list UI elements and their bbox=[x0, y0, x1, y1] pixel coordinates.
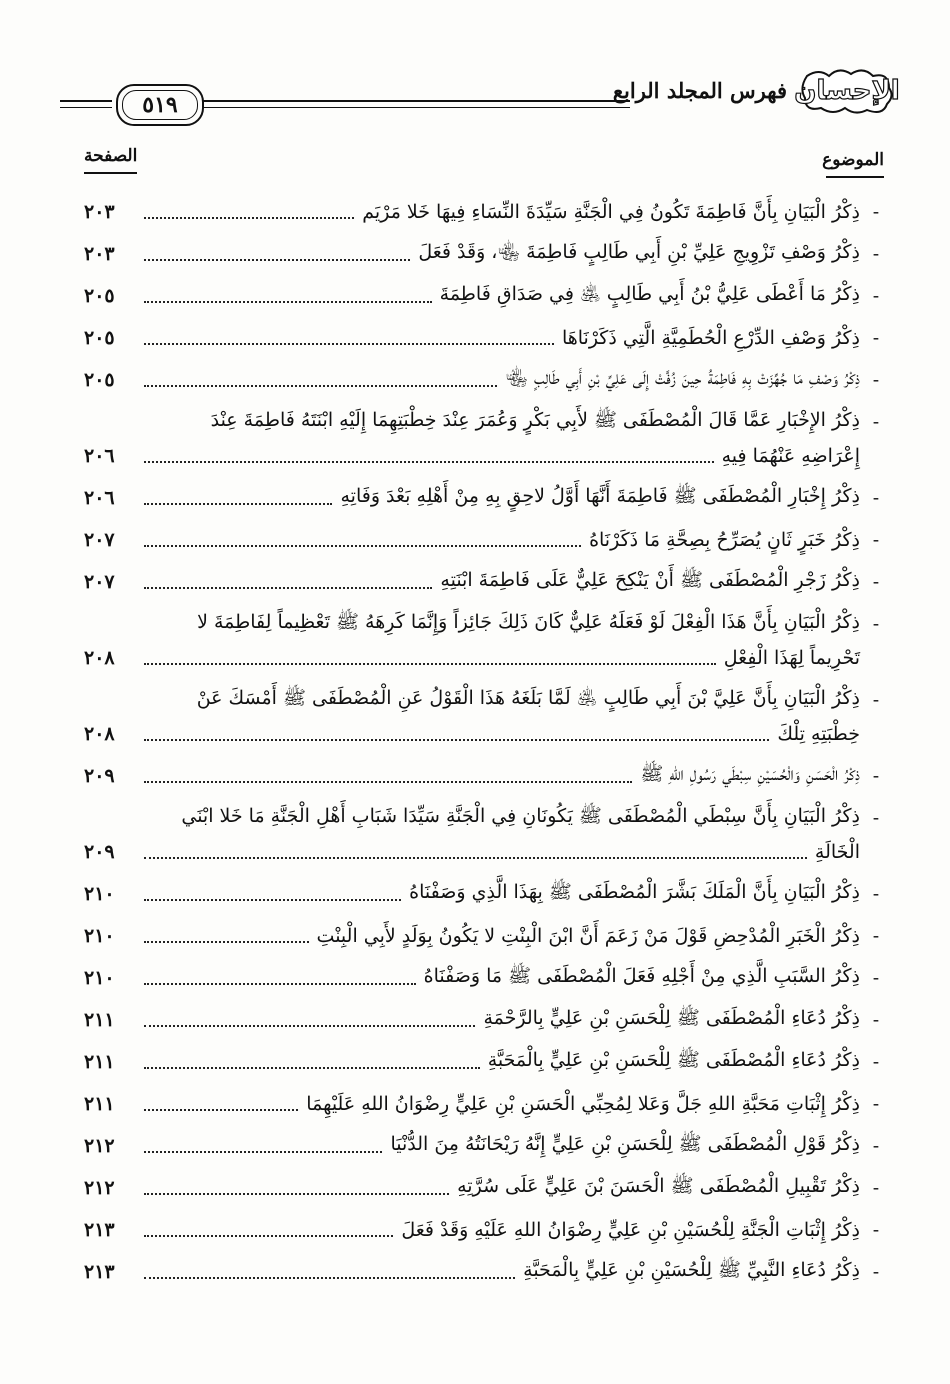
index-entry bbox=[84, 321, 884, 355]
index-entry bbox=[84, 279, 884, 313]
entry-dash: - bbox=[872, 571, 880, 593]
entry-dash: - bbox=[872, 201, 880, 223]
series-name: الإحسان bbox=[794, 76, 900, 106]
index-entry bbox=[84, 1255, 884, 1289]
entry-title: ذِكْرُ الْحَسَنِ وَالْحُسَيْنِ سِبْطَي رَسُولِ اللهِ ﷺ bbox=[640, 763, 860, 785]
dot-leader bbox=[144, 503, 332, 505]
entry-title: ذِكْرُ قَوْلِ الْمُصْطَفَى ﷺ لِلْحَسَنِ بْنِ عَلِيٍّ إِنَّهُ رَيْحَانَتُهُ مِنَ الدُّنْيَا bbox=[390, 1133, 860, 1155]
entry-line bbox=[84, 1129, 884, 1163]
entry-title: ذِكْرُ خَبَرٍ ثَانٍ يُصَرِّحُ بِصِحَّةِ مَا ذَكَرْنَاهُ bbox=[589, 529, 860, 551]
entry-dash: - bbox=[872, 369, 880, 391]
entry-line bbox=[84, 523, 884, 557]
entry-line bbox=[84, 835, 884, 869]
entry-page-number: ٢٠٦ bbox=[84, 445, 115, 467]
entry-line bbox=[84, 919, 884, 953]
entry-dash: - bbox=[872, 1261, 880, 1283]
index-entry bbox=[84, 683, 884, 751]
index-entry bbox=[84, 565, 884, 599]
entry-title: ذِكْرُ الْبَيَانِ بِأَنَّ سِبْطَي الْمُصْطَفَى ﷺ يَكُونَانِ فِي الْجَنَّةِ سَيِّدَا شَبَابِ أَهْلِ الْجَنَّةِ مَا خَلا ابْنَي bbox=[181, 805, 860, 827]
entry-page-number: ٢٠٣ bbox=[84, 201, 115, 223]
entry-dash: - bbox=[872, 807, 880, 829]
dot-leader bbox=[144, 663, 716, 665]
entry-page-number: ٢٠٥ bbox=[84, 285, 115, 307]
page-number: ٥١٩ bbox=[142, 92, 178, 118]
index-entry bbox=[84, 481, 884, 515]
entry-line bbox=[84, 759, 884, 793]
entry-dash: - bbox=[872, 487, 880, 509]
dot-leader bbox=[144, 857, 807, 859]
entry-page-number: ٢٠٧ bbox=[84, 529, 115, 551]
entry-page-number: ٢٠٧ bbox=[84, 571, 115, 593]
entry-dash: - bbox=[872, 529, 880, 551]
entry-dash: - bbox=[872, 243, 880, 265]
entry-line bbox=[84, 877, 884, 911]
index-entry bbox=[84, 1129, 884, 1163]
entry-page-number: ٢١٠ bbox=[84, 967, 115, 989]
index-entry bbox=[84, 607, 884, 675]
index-entry bbox=[84, 919, 884, 953]
index-entry bbox=[84, 801, 884, 869]
series-badge bbox=[794, 66, 900, 116]
entry-dash: - bbox=[872, 1135, 880, 1157]
entry-dash: - bbox=[872, 689, 880, 711]
index-entry bbox=[84, 1171, 884, 1205]
column-header-topic: الموضوع bbox=[826, 150, 884, 178]
entry-line bbox=[84, 321, 884, 355]
dot-leader bbox=[144, 899, 401, 901]
entry-dash: - bbox=[872, 967, 880, 989]
index-entry bbox=[84, 1045, 884, 1079]
index-entry bbox=[84, 237, 884, 271]
index-entry bbox=[84, 405, 884, 473]
dot-leader bbox=[144, 739, 769, 741]
entry-line bbox=[84, 961, 884, 995]
entry-page-number: ٢٠٩ bbox=[84, 765, 115, 787]
dot-leader bbox=[144, 259, 410, 261]
dot-leader bbox=[144, 1109, 298, 1111]
entry-page-number: ٢١٢ bbox=[84, 1177, 115, 1199]
entry-line bbox=[84, 607, 884, 641]
index-entry bbox=[84, 523, 884, 557]
entry-line bbox=[84, 439, 884, 473]
entry-line bbox=[84, 1003, 884, 1037]
index-entry bbox=[84, 1003, 884, 1037]
entry-page-number: ٢١٣ bbox=[84, 1261, 115, 1283]
index-entry bbox=[84, 961, 884, 995]
volume-title: فهرس المجلد الرابع bbox=[612, 78, 787, 103]
entry-line bbox=[84, 565, 884, 599]
dot-leader bbox=[144, 1193, 449, 1195]
dot-leader bbox=[144, 983, 416, 985]
entry-line bbox=[84, 363, 884, 397]
entry-title: ذِكْرُ الإِخْبَارِ عَمَّا قَالَ الْمُصْطَفَى ﷺ لأَبِي بَكْرٍ وَعُمَرَ عِنْدَ خِطْبَتِهِمَا إِلَيْهِ ابْنَتَهُ فَاطِمَةَ عِنْدَ bbox=[210, 409, 860, 431]
entry-dash: - bbox=[872, 1219, 880, 1241]
entry-line bbox=[84, 683, 884, 717]
index-entry bbox=[84, 1087, 884, 1121]
entry-title: الْخَالَةِ bbox=[814, 841, 860, 863]
entry-dash: - bbox=[872, 1093, 880, 1115]
entry-title: تَحْرِيماً لِهَذَا الْفِعْلِ bbox=[723, 647, 860, 669]
entry-line bbox=[84, 717, 884, 751]
entry-dash: - bbox=[872, 327, 880, 349]
index-entry bbox=[84, 1213, 884, 1247]
entry-title: ذِكْرُ وَصْفِ الدِّرْعِ الْحُطَمِيَّةِ الَّتِي ذَكَرْنَاهَا bbox=[561, 327, 860, 349]
dot-leader bbox=[144, 343, 554, 345]
index-list bbox=[84, 195, 884, 1297]
entry-page-number: ٢١١ bbox=[84, 1093, 115, 1115]
entry-title: ذِكْرُ الْبَيَانِ بِأَنَّ فَاطِمَةَ تَكُونُ فِي الْجَنَّةِ سَيِّدَةَ النِّسَاءِ فِيهَا خَلا مَرْيَم bbox=[362, 201, 860, 223]
entry-page-number: ٢١٣ bbox=[84, 1219, 115, 1241]
entry-title: إِعْرَاضِهِ عَنْهُمَا فِيهِ bbox=[721, 445, 860, 467]
entry-line bbox=[84, 237, 884, 271]
dot-leader bbox=[144, 545, 581, 547]
entry-page-number: ٢١١ bbox=[84, 1009, 115, 1031]
entry-title: ذِكْرُ وَصْفِ تَزْوِيجِ عَلِيِّ بْنِ أَبِي طَالِبٍ فَاطِمَةَ ﵄، وَقَدْ فَعَلَ bbox=[418, 241, 860, 263]
entry-page-number: ٢١٠ bbox=[84, 883, 115, 905]
entry-dash: - bbox=[872, 411, 880, 433]
dot-leader bbox=[144, 1277, 515, 1279]
header-rule bbox=[202, 100, 630, 108]
entry-title: ذِكْرُ إِثْبَاتِ الْجَنَّةِ لِلْحُسَيْنِ بْنِ عَلِيٍّ رِضْوَانُ اللهِ عَلَيْهِ وَقَدْ فَعَلَ bbox=[401, 1219, 860, 1241]
entry-page-number: ٢٠٦ bbox=[84, 487, 115, 509]
entry-line bbox=[84, 641, 884, 675]
dot-leader bbox=[144, 1151, 382, 1153]
dot-leader bbox=[144, 1067, 480, 1069]
dot-leader bbox=[144, 1235, 393, 1237]
entry-dash: - bbox=[872, 613, 880, 635]
entry-line bbox=[84, 1045, 884, 1079]
dot-leader bbox=[144, 217, 354, 219]
dot-leader bbox=[144, 781, 632, 783]
entry-title: ذِكْرُ إِخْبَارِ الْمُصْطَفَى ﷺ فَاطِمَةَ أَنَّهَا أَوَّلُ لاحِقٍ بِهِ مِنْ أَهْلِهِ بَعْدَ وَفَاتِهِ bbox=[340, 485, 860, 507]
entry-title: ذِكْرُ الْبَيَانِ بِأَنَّ هَذَا الْفِعْلَ لَوْ فَعَلَهُ عَلِيٌّ كَانَ ذَلِكَ جَائِزاً وَإِنَّمَا كَرِهَهُ ﷺ تَعْظِيماً لِفَاطِمَةَ لا bbox=[197, 611, 860, 633]
entry-dash: - bbox=[872, 883, 880, 905]
entry-line bbox=[84, 195, 884, 229]
entry-dash: - bbox=[872, 765, 880, 787]
entry-page-number: ٢٠٥ bbox=[84, 369, 115, 391]
entry-page-number: ٢٠٨ bbox=[84, 723, 115, 745]
dot-leader bbox=[144, 385, 497, 387]
entry-line bbox=[84, 279, 884, 313]
dot-leader bbox=[144, 301, 432, 303]
entry-page-number: ٢١١ bbox=[84, 1051, 115, 1073]
index-entry bbox=[84, 363, 884, 397]
entry-title: ذِكْرُ دُعَاءِ الْمُصْطَفَى ﷺ لِلْحَسَنِ بْنِ عَلِيٍّ بِالْمَحَبَّةِ bbox=[487, 1049, 860, 1071]
entry-title: ذِكْرُ زَجْرِ الْمُصْطَفَى ﷺ أَنْ يَنْكِحَ عَلِيٌّ عَلَى فَاطِمَةَ ابْنَتِهِ bbox=[440, 569, 860, 591]
dot-leader bbox=[144, 461, 714, 463]
index-entry bbox=[84, 195, 884, 229]
dot-leader bbox=[144, 1025, 475, 1027]
entry-dash: - bbox=[872, 285, 880, 307]
entry-line bbox=[84, 801, 884, 835]
entry-line bbox=[84, 481, 884, 515]
entry-page-number: ٢٠٨ bbox=[84, 647, 115, 669]
entry-page-number: ٢٠٩ bbox=[84, 841, 115, 863]
entry-title: ذِكْرُ الْبَيَانِ بِأَنَّ الْمَلَكَ بَشَّرَ الْمُصْطَفَى ﷺ بِهَذَا الَّذِي وَصَفْنَاهُ bbox=[409, 881, 860, 903]
entry-title: ذِكْرُ السَّبَبِ الَّذِي مِنْ أَجْلِهِ فَعَلَ الْمُصْطَفَى ﷺ مَا وَصَفْنَاهُ bbox=[423, 965, 860, 987]
entry-title: خِطْبَتِهِ تِلْكَ bbox=[777, 723, 860, 745]
entry-dash: - bbox=[872, 1177, 880, 1199]
entry-line bbox=[84, 1171, 884, 1205]
entry-title: ذِكْرُ دُعَاءِ النَّبِيِّ ﷺ لِلْحُسَيْنِ بْنِ عَلِيٍّ بِالْمَحَبَّةِ bbox=[523, 1259, 860, 1281]
entry-dash: - bbox=[872, 1009, 880, 1031]
entry-page-number: ٢٠٥ bbox=[84, 327, 115, 349]
entry-page-number: ٢١٠ bbox=[84, 925, 115, 947]
index-entry bbox=[84, 759, 884, 793]
entry-title: ذِكْرُ إِثْبَاتِ مَحَبَّةِ اللهِ جَلَّ وَعَلا لِمُحِبِّي الْحَسَنِ بْنِ عَلِيٍّ رِضْوَانُ اللهِ عَلَيْهِمَا bbox=[306, 1093, 860, 1115]
entry-line bbox=[84, 1087, 884, 1121]
index-entry bbox=[84, 877, 884, 911]
entry-title: ذِكْرُ دُعَاءِ الْمُصْطَفَى ﷺ لِلْحَسَنِ بْنِ عَلِيٍّ بِالرَّحْمَةِ bbox=[483, 1007, 860, 1029]
dot-leader bbox=[144, 587, 432, 589]
entry-title: ذِكْرُ الْبَيَانِ بِأَنَّ عَلِيَّ بْنَ أَبِي طَالِبٍ ﵁ لَمَّا بَلَغَهُ هَذَا الْقَوْلُ عَنِ الْمُصْطَفَى ﷺ أَمْسَكَ عَنْ bbox=[196, 687, 860, 709]
entry-title: ذِكْرُ تَقْبِيلِ الْمُصْطَفَى ﷺ الْحَسَنَ بْنَ عَلِيٍّ عَلَى سُرَّتِهِ bbox=[457, 1175, 860, 1197]
header-rule bbox=[60, 100, 112, 108]
dot-leader bbox=[144, 941, 309, 943]
entry-dash: - bbox=[872, 1051, 880, 1073]
entry-title: ذِكْرُ الْخَبَرِ الْمُدْحِضِ قَوْلَ مَنْ زَعَمَ أَنَّ ابْنَ الْبِنْتِ لا يَكُونُ بِوَلَدٍ لأَبِي الْبِنْتِ bbox=[316, 925, 860, 947]
entry-line bbox=[84, 405, 884, 439]
entry-title: ذِكْرُ مَا أَعْطَى عَلِيُّ بْنُ أَبِي طَالِبٍ ﵁ فِي صَدَاقِ فَاطِمَةَ bbox=[439, 283, 860, 305]
entry-line bbox=[84, 1255, 884, 1289]
entry-line bbox=[84, 1213, 884, 1247]
page-header bbox=[60, 60, 900, 130]
entry-page-number: ٢٠٣ bbox=[84, 243, 115, 265]
column-header-page: الصفحة bbox=[84, 146, 137, 174]
entry-page-number: ٢١٢ bbox=[84, 1135, 115, 1157]
page-number-box bbox=[116, 84, 204, 126]
entry-dash: - bbox=[872, 925, 880, 947]
entry-title: ذِكْرُ وَصْفِ مَا جُهِّزَتْ بِهِ فَاطِمَةُ حِينَ زُفَّتْ إِلَى عَلِيِّ بْنِ أَبِي طَالِبٍ ﵄ bbox=[505, 367, 860, 389]
